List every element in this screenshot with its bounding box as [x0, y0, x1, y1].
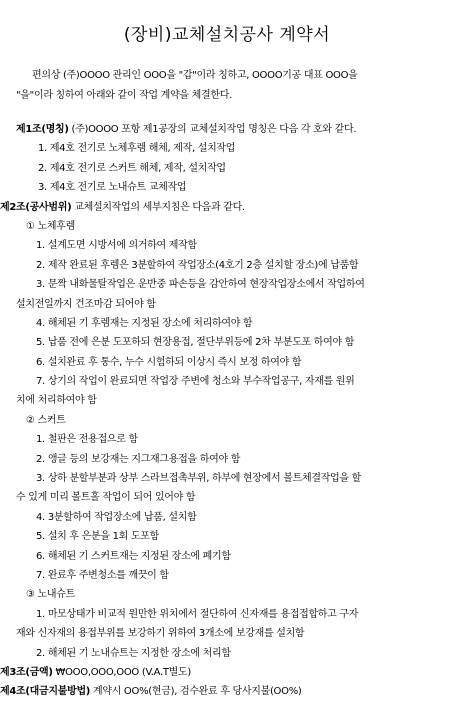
intro-paragraph: [16, 66, 442, 106]
list-item: 1. 제4호 전기로 노체후렘 해체, 제작, 설치작업: [38, 143, 236, 155]
article-heading: 제3조(금액): [0, 666, 53, 678]
intro-line: "을"이라 칭하여 아래와 같이 작업 계약을 체결한다.: [16, 90, 232, 101]
list-item: 6. 해체된 기 스커트재는 지정된 장소에 폐기함: [36, 550, 231, 562]
list-item: 2. 앵글 등의 보강재는 지그재그용접을 하여야 함: [36, 453, 241, 465]
article-4: [0, 682, 446, 701]
article-text: (주)OOOO 포항 제1공장의 교체설치작업 명칭은 다음 각 호와 같다.: [68, 124, 357, 135]
article-text: 교체설치작업의 세부지침은 다음과 같다.: [71, 201, 245, 213]
list-item: 5. 납품 전에 은분 도포하되 현장용접, 절단부위등에 2차 부분도포 하여야 함: [36, 337, 355, 349]
list-item-continuation: 수 있게 미리 볼트홀 작업이 되어 있어야 함: [16, 492, 196, 504]
list-item-continuation: 설치전일까지 건조마감 되어야 함: [16, 298, 156, 310]
list-item: 3. 제4호 전기로 노내슈트 교체작업: [38, 182, 187, 194]
list-item: 1. 설계도면 시방서에 의거하여 제작함: [36, 240, 197, 252]
list-item: 7. 상기의 작업이 완료되면 작업장 주변에 청소와 부수작업공구, 자재를 원위: [36, 376, 355, 388]
list-item: 2. 제작 완료된 후렘은 3분할하여 작업장소(4호기 2층 설치할 장소)에 납품함: [36, 259, 359, 271]
article-text: ₩OOO,OOO,OOO (V.A.T별도): [52, 666, 191, 678]
list-item: 1. 철판은 전용접으로 함: [36, 434, 138, 446]
article-heading: 제1조(명칭): [16, 124, 69, 135]
list-item: 4. 해체된 기 후렘재는 지정된 장소에 처리하여야 함: [36, 317, 253, 329]
article-3: [0, 663, 446, 682]
article-text: 계약시 OO%(현금), 검수완료 후 당사지불(OO%): [90, 686, 302, 698]
contract-body: [0, 120, 446, 702]
document-title: (장비)교체설치공사 계약서: [123, 25, 331, 45]
list-item: 7. 완료후 주변청소를 깨끗이 함: [36, 569, 169, 581]
list-item: 6. 설치완료 후 통수, 누수 시험하되 이상시 즉시 보정 하여야 함: [36, 356, 302, 368]
article-2: [0, 198, 446, 217]
list-item: 3. 문짝 내화물탈작업은 운반중 파손등을 감안하여 현장작업장소에서 작업하여: [36, 279, 365, 291]
list-item-continuation: 재와 신자재의 용접부위를 보강하기 위하여 3개소에 보강재를 설치함: [16, 628, 305, 640]
list-item-continuation: 치에 처리하여야 함: [16, 395, 97, 407]
article-1: [16, 120, 446, 139]
section-label: ② 스커트: [26, 414, 66, 426]
list-item: 4. 3분할하여 작업장소에 납품, 설치함: [36, 511, 197, 523]
list-item: 1. 마모상태가 비교적 원만한 위치에서 절단하여 신자재를 용접접합하고 구자: [36, 608, 359, 620]
section-label: ③ 노내슈트: [26, 589, 75, 601]
list-item: 2. 해체된 기 노내슈트는 지정한 장소에 처리함: [36, 647, 231, 659]
list-item: 5. 설치 후 은분을 1회 도포함: [36, 531, 159, 543]
article-heading: 제4조(대금지불방법): [0, 686, 91, 698]
list-item: 3. 상하 분할부분과 상부 스라브접촉부위, 하부에 현장에서 볼트체결작업을 할: [36, 473, 362, 485]
article-heading: 제2조(공사범위): [0, 201, 72, 213]
list-item: 2. 제4호 전기로 스커트 해체, 제작, 설치작업: [38, 162, 226, 174]
intro-line: 편의상 (주)OOOO 관리인 OOO을 "갑"이라 칭하고, OOOO기공 대표 OOO을: [32, 70, 358, 81]
section-label: ① 노체후렘: [26, 220, 75, 232]
